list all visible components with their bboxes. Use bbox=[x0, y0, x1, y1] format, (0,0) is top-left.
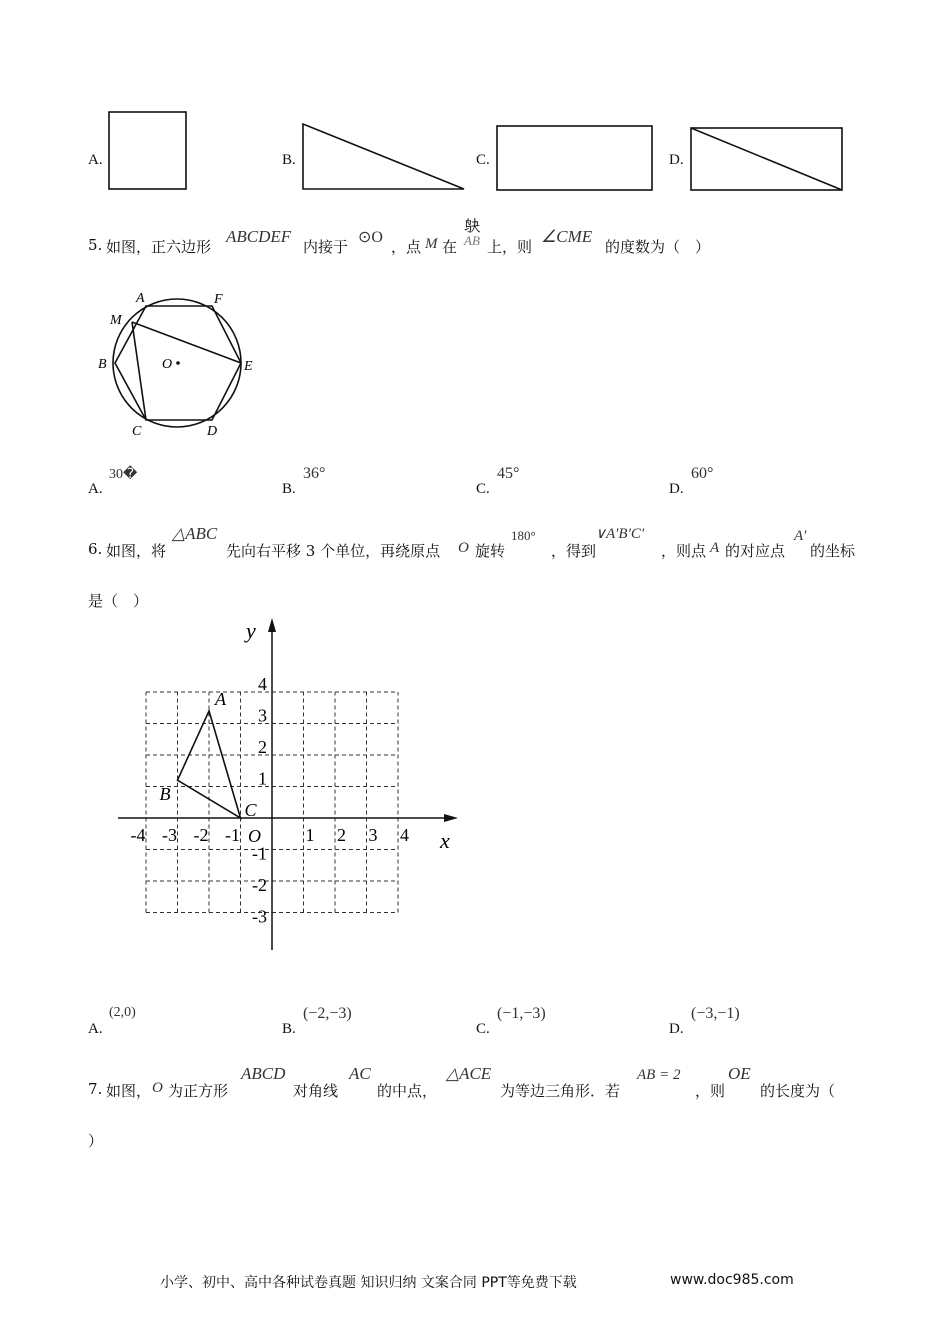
q7-math-ab-eq: AB = 2 bbox=[637, 1067, 681, 1083]
q5-math-hexagon: ABCDEF bbox=[226, 227, 292, 246]
point-label-c: C bbox=[244, 800, 257, 820]
x-tick-label: -3 bbox=[162, 825, 177, 845]
y-tick-label: 4 bbox=[258, 674, 267, 694]
y-tick-label: 2 bbox=[258, 737, 267, 757]
y-tick-label: -2 bbox=[252, 875, 267, 895]
x-tick-label: -4 bbox=[130, 825, 146, 845]
y-tick-label: -1 bbox=[252, 843, 267, 864]
q5-option-c-value: 45° bbox=[497, 465, 520, 482]
q6-math-image-triangle: ∨A′B′C′ bbox=[595, 526, 645, 542]
q7-text-6: ，则 bbox=[695, 1082, 726, 1100]
q5-label-a: A bbox=[136, 291, 145, 306]
q5-text-3: ，点 bbox=[391, 238, 422, 256]
q6-text-3: 旋转 bbox=[475, 542, 506, 560]
x-tick-label: 1 bbox=[305, 825, 315, 845]
q5-option-d-value: 60° bbox=[691, 465, 714, 482]
q6-math-a: A bbox=[710, 540, 720, 556]
y-axis-arrow bbox=[268, 618, 276, 632]
q5-figure-hexagon-circle bbox=[96, 284, 266, 444]
q6-text-6: 的对应点 bbox=[725, 542, 786, 560]
q5-label-b: B bbox=[98, 357, 107, 372]
q6-math-triangle: △ABC bbox=[172, 524, 218, 543]
x-tick-label: 2 bbox=[337, 825, 346, 845]
q7-math-o: O bbox=[152, 1080, 163, 1096]
q5-number: 5. bbox=[88, 236, 103, 254]
q4-option-d-rectangle-diagonal bbox=[690, 127, 846, 193]
footer-text: 小学、初中、高中各种试卷真题 知识归纳 文案合同 PPT等免费下载 bbox=[160, 1275, 577, 1291]
q5-option-b-label: B. bbox=[282, 481, 296, 497]
point-label-a: A bbox=[215, 688, 226, 709]
q6-option-d-value: (−3,−1) bbox=[691, 1005, 740, 1022]
q6-option-a-value: (2,0) bbox=[109, 1005, 136, 1020]
q5-text-6: 的度数为（ ） bbox=[605, 238, 711, 256]
q6-text-2: 先向右平移 3 个单位，再绕原点 bbox=[226, 542, 441, 560]
q6-option-c-label: C. bbox=[476, 1021, 490, 1037]
q6-text-5: ，则点 bbox=[661, 542, 707, 560]
q4-option-c-rectangle bbox=[496, 125, 656, 193]
q4-option-b-label: B. bbox=[282, 152, 296, 168]
x-tick-label: 4 bbox=[400, 825, 409, 845]
point-label-b: B bbox=[159, 784, 171, 805]
q6-math-a-prime: A′ bbox=[794, 528, 807, 544]
q5-label-e: E bbox=[244, 359, 253, 374]
q6-text-7: 的坐标 bbox=[810, 542, 856, 560]
y-axis-label: y bbox=[246, 618, 256, 643]
q5-text-5: 上，则 bbox=[487, 238, 533, 256]
q6-coordinate-figure bbox=[110, 612, 470, 957]
q5-option-c-label: C. bbox=[476, 481, 490, 497]
q6-math-o: O bbox=[458, 540, 469, 556]
q6-option-a-label: A. bbox=[88, 1021, 103, 1037]
q5-math-circle: ⊙O bbox=[358, 229, 383, 246]
q6-option-c-value: (−1,−3) bbox=[497, 1005, 546, 1022]
q5-center-dot bbox=[176, 361, 180, 365]
q5-label-c: C bbox=[132, 424, 142, 439]
q5-segment-me bbox=[132, 322, 241, 363]
q5-label-o: O bbox=[162, 357, 173, 372]
q4-option-a-square bbox=[108, 111, 188, 191]
q5-option-a-label: A. bbox=[88, 481, 103, 497]
q7-number: 7. bbox=[88, 1080, 103, 1098]
q5-label-f: F bbox=[214, 292, 223, 307]
q6-option-b-value: (−2,−3) bbox=[303, 1005, 352, 1022]
q5-math-angle: ∠CME bbox=[541, 227, 593, 246]
q7-text-7: 的长度为（ bbox=[760, 1082, 836, 1100]
q7-text-3: 对角线 bbox=[293, 1082, 339, 1100]
q4-option-d-label: D. bbox=[669, 152, 684, 168]
origin-label: O bbox=[248, 826, 261, 846]
q7-math-triangle: △ACE bbox=[446, 1064, 492, 1083]
q4-option-c-label: C. bbox=[476, 152, 490, 168]
y-tick-label: 3 bbox=[258, 705, 267, 726]
q4-option-b-triangle bbox=[302, 123, 467, 193]
q5-math-m: M bbox=[425, 236, 438, 252]
q5-arc-text: AB bbox=[464, 233, 480, 248]
q6-text-1: 如图，将 bbox=[106, 542, 167, 560]
q6-option-d-label: D. bbox=[669, 1021, 684, 1037]
q6-text-8: 是（ ） bbox=[88, 592, 149, 610]
q6-text-4: ，得到 bbox=[551, 542, 597, 560]
q6-option-b-label: B. bbox=[282, 1021, 296, 1037]
q5-arc-glyph: 𫛞 bbox=[464, 216, 481, 235]
q5-segment-mc bbox=[132, 322, 146, 420]
y-tick-label: 1 bbox=[258, 768, 267, 789]
x-tick-label: 3 bbox=[368, 825, 378, 845]
q5-option-d-label: D. bbox=[669, 481, 684, 497]
x-axis-label: x bbox=[440, 828, 450, 853]
footer-url[interactable]: www.doc985.com bbox=[670, 1272, 794, 1288]
q7-math-square: ABCD bbox=[241, 1064, 286, 1083]
q5-label-d: D bbox=[207, 424, 218, 439]
y-tick-label: -3 bbox=[252, 906, 267, 927]
q6-number: 6. bbox=[88, 540, 103, 558]
x-tick-label: -1 bbox=[225, 825, 240, 845]
q4-option-a-label: A. bbox=[88, 152, 103, 168]
q5-text-1: 如图，正六边形 bbox=[106, 238, 212, 256]
q6-math-180: 180° bbox=[511, 528, 536, 543]
q7-math-oe: OE bbox=[728, 1064, 751, 1083]
q6-tick-labels bbox=[131, 674, 410, 927]
q5-option-a-value: 30� bbox=[109, 467, 138, 482]
q5-option-b-value: 36° bbox=[303, 465, 326, 482]
q5-text-2: 内接于 bbox=[303, 238, 349, 256]
x-tick-label: -2 bbox=[193, 825, 209, 845]
x-axis-arrow bbox=[444, 814, 458, 822]
q7-text-2: 为正方形 bbox=[168, 1082, 229, 1100]
q7-text-4: 的中点， bbox=[377, 1082, 438, 1100]
q7-math-ac: AC bbox=[349, 1064, 371, 1083]
q7-text-5: 为等边三角形．若 bbox=[500, 1082, 621, 1100]
q5-text-4: 在 bbox=[442, 238, 458, 256]
q7-text-8: ） bbox=[88, 1132, 104, 1150]
q5-label-m: M bbox=[110, 313, 122, 328]
q7-text-1: 如图， bbox=[106, 1082, 152, 1100]
